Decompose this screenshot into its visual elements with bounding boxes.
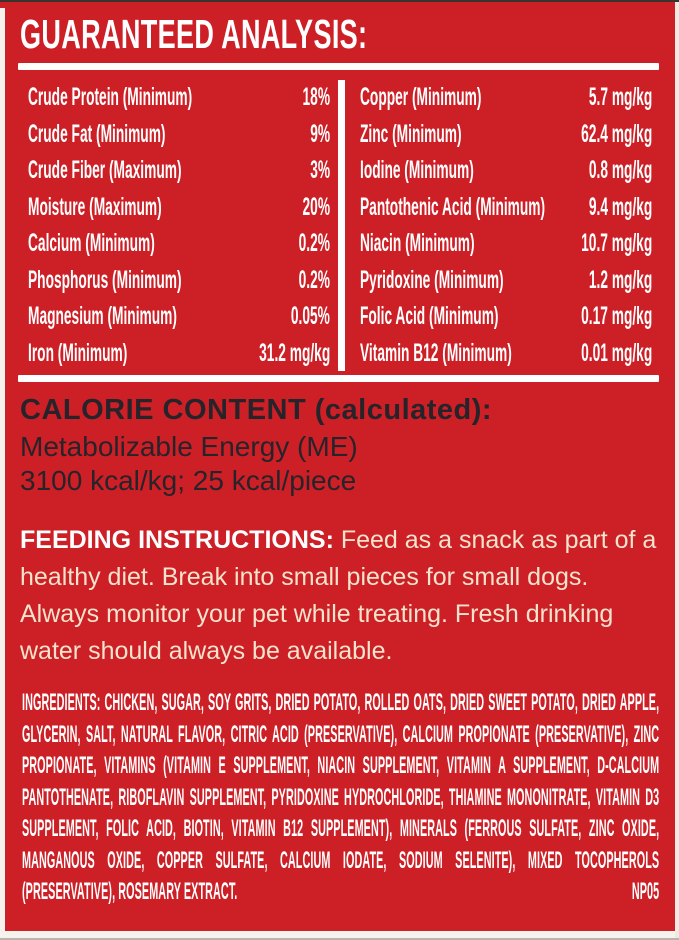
nutrient-value: 5.7 mg/kg xyxy=(588,83,652,111)
ingredients-section xyxy=(22,687,659,908)
ingredients-text-block xyxy=(22,687,659,908)
nutrient-row xyxy=(28,335,330,372)
nutrient-value: 9.4 mg/kg xyxy=(588,192,652,221)
table-bottom-rule xyxy=(18,375,659,382)
nutrient-name: Moisture (Maximum) xyxy=(28,192,162,221)
nutrient-row xyxy=(360,152,652,189)
nutrient-value: 10.7 mg/kg xyxy=(580,229,652,257)
nutrient-value: 1.2 mg/kg xyxy=(588,265,652,294)
nutrient-value: 0.17 mg/kg xyxy=(580,302,652,330)
nutrient-row xyxy=(360,335,652,372)
nutrient-row xyxy=(28,298,330,335)
nutrient-value: 20% xyxy=(302,192,330,221)
feeding-instructions-body: Feed as a snack as part of a healthy diet. Break into small pieces for small dogs. Always monitor your pet while treating. Fresh drinking water should always be available. xyxy=(20,526,657,665)
nutrient-value: 9% xyxy=(310,119,330,148)
nutrient-row xyxy=(360,116,652,153)
nutrient-value: 0.8 mg/kg xyxy=(588,156,652,184)
nutrient-value: 0.01 mg/kg xyxy=(580,338,652,367)
nutrient-name: Magnesium (Minimum) xyxy=(28,302,177,330)
nutrient-row xyxy=(360,189,652,226)
nutrient-name: Crude Fat (Minimum) xyxy=(28,119,166,148)
ingredients-body: CHICKEN, SUGAR, SOY GRITS, DRIED POTATO, ROLLED OATS, DRIED SWEET POTATO, DRIED APPLE, GLYCERIN, SALT, NATURAL FLAVOR, CITRIC ACID (PRESERVATIVE), CALCIUM PROPIONATE (PRESERVATIVE), ZINC PROPIONATE, VITAMINS (VITAMIN E SUPPLEMENT, NIACIN SUPPLEMENT, VITAMIN A SUPPLEMENT, D-CALCIUM PANTOTHENATE, RIBOFLAVIN SUPPLEMENT, PYRIDOXINE HYDROCHLORIDE, THIAMINE MONONITRATE, VITAMIN D3 SUPPLEMENT, FOLIC ACID, BIOTIN, VITAMIN B12 SUPPLEMENT), MINERALS (FERROUS SULFATE, ZINC OXIDE, MANGANOUS OXIDE, COPPER SULFATE, CALCIUM IODATE, SODIUM SELENITE), MIXED TOCOPHEROLS (PRESERVATIVE), ROSEMARY EXTRACT. xyxy=(22,689,660,905)
nutrient-row xyxy=(28,225,330,262)
nutrient-name: Pyridoxine (Minimum) xyxy=(360,265,504,294)
nutrient-name: Crude Protein (Minimum) xyxy=(28,83,193,111)
nutrient-name: Vitamin B12 (Minimum) xyxy=(360,338,512,367)
ingredients-heading: INGREDIENTS: xyxy=(22,689,101,716)
column-divider-rule xyxy=(338,80,345,371)
label-top-edge xyxy=(0,0,679,2)
nutrient-value: 0.2% xyxy=(298,229,330,257)
nutrient-row xyxy=(28,79,330,116)
nutrient-row xyxy=(28,262,330,299)
nutrient-row xyxy=(360,225,652,262)
nutrient-row xyxy=(28,152,330,189)
nutrient-value: 0.05% xyxy=(291,302,330,330)
label-right-edge xyxy=(675,2,679,940)
nutrient-value: 0.2% xyxy=(298,265,330,294)
nutrient-name: Pantothenic Acid (Minimum) xyxy=(360,192,546,221)
feeding-instructions-heading: FEEDING INSTRUCTIONS: xyxy=(20,526,334,554)
nutrient-value: 31.2 mg/kg xyxy=(258,338,330,367)
nutrient-name: Crude Fiber (Maximum) xyxy=(28,156,182,184)
nutrient-name: Iron (Minimum) xyxy=(28,338,128,367)
nutrient-row xyxy=(360,298,652,335)
product-code: NP05 xyxy=(631,878,660,905)
nutrient-row xyxy=(28,116,330,153)
label-left-edge xyxy=(0,8,5,940)
title-underline-rule xyxy=(18,63,659,70)
guaranteed-analysis-title: GUARANTEED ANALYSIS: xyxy=(20,11,368,57)
nutrient-name: Folic Acid (Minimum) xyxy=(360,302,499,330)
analysis-column-right xyxy=(360,79,652,371)
nutrient-name: Phosphorus (Minimum) xyxy=(28,265,182,294)
nutrient-name: Niacin (Minimum) xyxy=(360,229,475,257)
nutrient-row xyxy=(360,262,652,299)
calorie-content-heading: CALORIE CONTENT (calculated): xyxy=(20,394,493,426)
nutrient-name: Calcium (Minimum) xyxy=(28,229,155,257)
kcal-values-line: 3100 kcal/kg; 25 kcal/piece xyxy=(20,465,357,496)
nutrient-name: Zinc (Minimum) xyxy=(360,119,462,148)
nutrient-row xyxy=(28,189,330,226)
nutrient-value: 18% xyxy=(302,83,330,111)
nutrient-name: Iodine (Minimum) xyxy=(360,156,474,184)
nutrient-name: Copper (Minimum) xyxy=(360,83,482,111)
metabolizable-energy-line: Metabolizable Energy (ME) xyxy=(20,431,358,462)
nutrient-value: 3% xyxy=(310,156,330,184)
nutrient-value: 62.4 mg/kg xyxy=(580,119,652,148)
analysis-column-left xyxy=(28,79,330,371)
feeding-instructions-section xyxy=(20,522,665,670)
nutrient-row xyxy=(360,79,652,116)
